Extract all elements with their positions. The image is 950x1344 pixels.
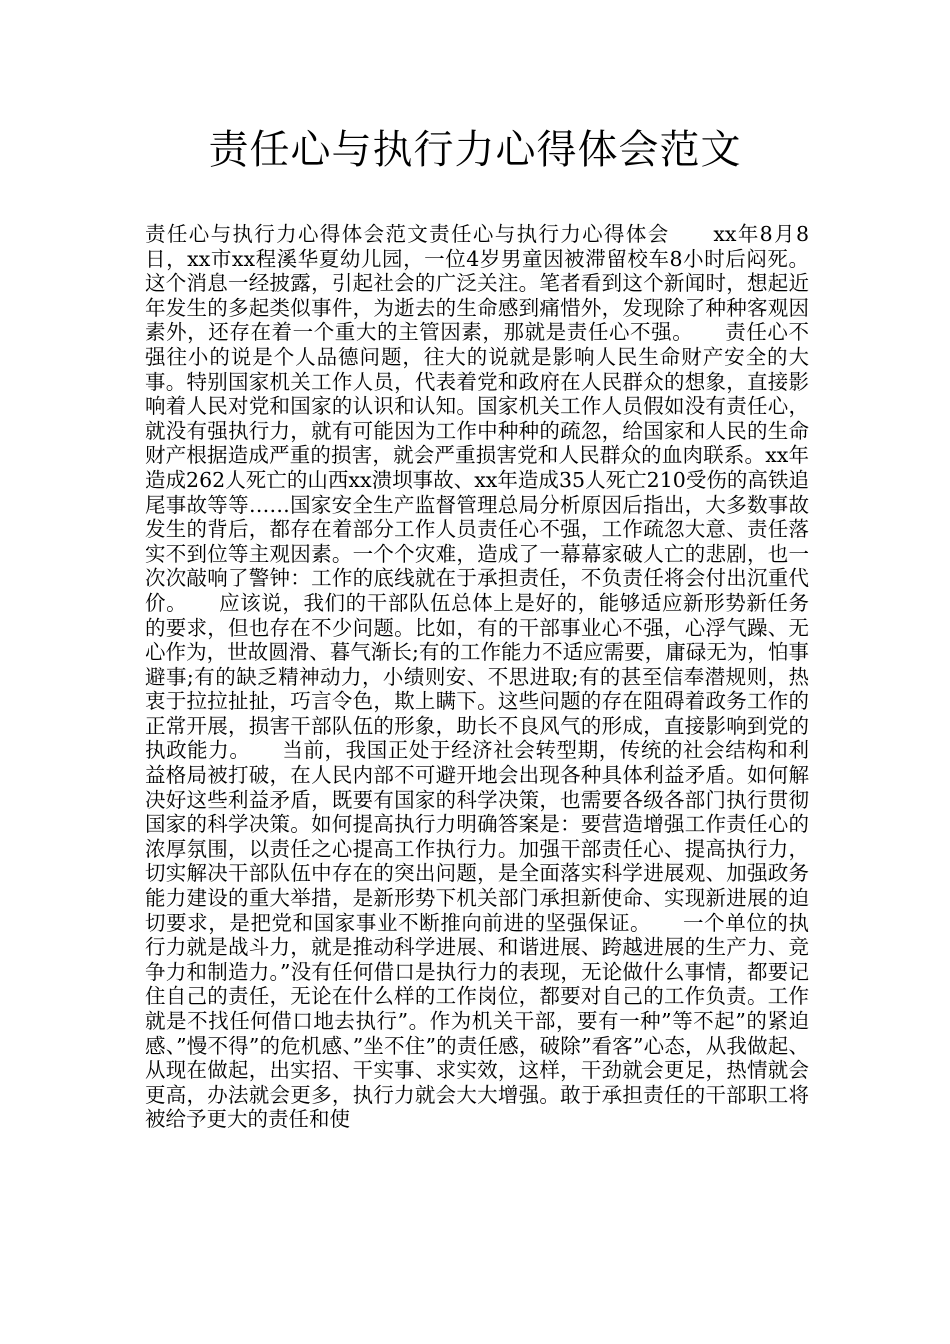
document-title: 责任心与执行力心得体会范文 xyxy=(208,127,742,173)
document-body: 责任心与执行力心得体会范文责任心与执行力心得体会 xx年8月8日，xx市xx程溪华夏幼儿园，一位4岁男童因被滞留校车8小时后闷死。这个消息一经披露，引起社会的广泛关注。笔者看到这个新闻时，想起近年发生的多起类似事件，为逝去的生命感到痛惜外，发现除了种种客观因素外，还存在着一个重大的主管因素，那就是责任心不强。 责任心不强往小的说是个人品德问题，往大的说就是影响人民生命财产安全的大事。特别国家机关工作人员，代表着党和政府在人民群众的想象，直接影响着人民对党和国家的认识和认知。国家机关工作人员假如没有责任心，就没有强执行力，就有可能因为工作中种种的疏忽，给国家和人民的生命财产根据造成严重的损害，就会严重损害党和人民群众的血肉联系。xx年造成262人死亡的山西xx溃坝事故、xx年造成35人死亡210受伤的高铁追尾事故等等……国家安全生产监督管理总局分析原因后指出，大多数事故发生的背后，都存在着部分工作人员责任心不强，工作疏忽大意、责任落实不到位等主观因素。一个个灾难，造成了一幕幕家破人亡的悲剧，也一次次敲响了警钟：工作的底线就在于承担责任，不负责任将会付出沉重代价。 应该说，我们的干部队伍总体上是好的，能够适应新形势新任务的要求，但也存在不少问题。比如，有的干部事业心不强，心浮气躁、无心作为，世故圆滑、暮气渐长;有的工作能力不适应需要，庸碌无为，怕事避事;有的缺乏精神动力，小绩则安、不思进取;有的甚至信奉潜规则，热衷于拉拉扯扯，巧言令色，欺上瞒下。这些问题的存在阻碍着政务工作的正常开展，损害干部队伍的形象，助长不良风气的形成，直接影响到党的执政能力。 当前，我国正处于经济社会转型期，传统的社会结构和利益格局被打破，在人民内部不可避开地会出现各种具体利益矛盾。如何解决好这些利益矛盾，既要有国家的科学决策，也需要各级各部门执行贯彻国家的科学决策。如何提高执行力明确答案是：要营造增强工作责任心的浓厚氛围，以责任之心提高工作执行力。加强干部责任心、提高执行力，切实解决干部队伍中存在的突出问题，是全面落实科学进展观、加强政务能力建设的重大举措，是新形势下机关部门承担新使命、实现新进展的迫切要求，是把党和国家事业不断推向前进的坚强保证。 一个单位的执行力就是战斗力，就是推动科学进展、和谐进展、跨越进展的生产力、竞争力和制造力。”没有任何借口是执行力的表现，无论做什么事情，都要记住自己的责任，无论在什么样的工作岗位，都要对自己的工作负责。工作就是不找任何借口地去执行”。作为机关干部，要有一种”等不起”的紧迫感、”慢不得”的危机感、”坐不住”的责任感，破除”看客”心态，从我做起、从现在做起，出实招、干实事、求实效，这样，干劲就会更足，热情就会更高，办法就会更多，执行力就会大大增强。敢于承担责任的干部职工将被给予更大的责任和使 xyxy=(145,222,809,1132)
